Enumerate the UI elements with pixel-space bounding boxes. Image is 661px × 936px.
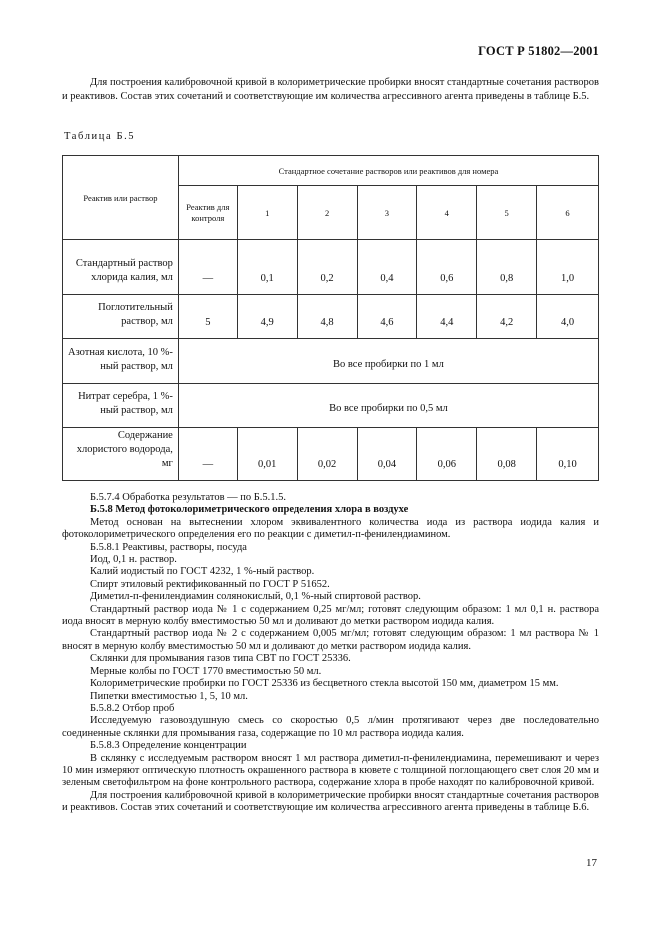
paragraph: Б.5.7.4 Обработка результатов — по Б.5.1.5. xyxy=(90,492,287,503)
paragraph: Спирт этиловый ректификованный по ГОСТ Р 51652. xyxy=(90,578,330,590)
paragraph: Стандартный раствор иода № 2 с содержанием 0,005 мг/мл; готовят следующим образом: 1 мл раствора № 1 вносят в мерную колбу вместимостью 50 мл и доливают до метки раствором иодида калия. xyxy=(62,628,599,652)
reagent-table xyxy=(62,155,599,481)
table-cell: 0,04 xyxy=(357,428,417,481)
table-cell: 1,0 xyxy=(537,240,599,295)
header-control: Реактив для контроля xyxy=(178,186,237,240)
paragraph: Калий иодистый по ГОСТ 4232, 1 %-ный раствор. xyxy=(90,566,315,578)
header-number: 4 xyxy=(417,186,477,240)
intro-paragraph: Для построения калибровочной кривой в колориметрические пробирки вносят стандартные сочетания растворов и реактивов. Состав этих сочетаний и соответствующие им количества агрессивного агента приведены в таблице Б.5. xyxy=(62,77,599,103)
table-row xyxy=(63,428,599,481)
section-heading: Б.5.8 Метод фотоколориметрического определения хлора в воздухе xyxy=(90,504,409,516)
table-cell: 4,9 xyxy=(237,295,297,339)
header-number: 5 xyxy=(477,186,537,240)
table-cell: 0,2 xyxy=(297,240,357,295)
table-row xyxy=(63,240,599,295)
paragraph: Мерные колбы по ГОСТ 1770 вместимостью 50 мл. xyxy=(90,665,322,677)
header-number: 6 xyxy=(537,186,599,240)
table-cell: 4,0 xyxy=(537,295,599,339)
paragraph: Стандартный раствор иода № 1 с содержанием 0,25 мг/мл; готовят следующим образом: 1 мл 0,1 н. раствора иода вносят в мерную колбу вместимостью 50 мл и доливают до метки раствором иодида калия. xyxy=(62,603,599,628)
table-header-row xyxy=(63,156,599,186)
table-row xyxy=(63,295,599,339)
section-body xyxy=(62,492,599,815)
table-row xyxy=(63,384,599,428)
table-span-cell: Во все пробирки по 0,5 мл xyxy=(178,384,598,428)
paragraph: Колориметрические пробирки по ГОСТ 25336 из бесцветного стекла высотой 150 мм, диаметром 15 мм. xyxy=(90,678,559,690)
row-label: Стандартный раствор хлорида калия, мл xyxy=(63,240,179,295)
table-cell: 0,1 xyxy=(237,240,297,295)
page-number: 17 xyxy=(586,857,597,869)
table-cell: 0,02 xyxy=(297,428,357,481)
table-cell: 5 xyxy=(178,295,237,339)
table-cell: 4,6 xyxy=(357,295,417,339)
header-number: 3 xyxy=(357,186,417,240)
table-cell: 0,8 xyxy=(477,240,537,295)
paragraph: Склянки для промывания газов типа СВТ по ГОСТ 25336. xyxy=(90,653,351,665)
header-number: 1 xyxy=(237,186,297,240)
paragraph: Б.5.8.1 Реактивы, растворы, посуда xyxy=(90,541,247,553)
table-cell: 0,10 xyxy=(537,428,599,481)
table-row xyxy=(63,339,599,384)
table-cell: 0,4 xyxy=(357,240,417,295)
paragraph: Метод основан на вытеснении хлором эквивалентного количества иода из раствора иодида калия и фотоколориметрического определения его по реакции с диметил-п-фенилендиамином. xyxy=(62,516,599,541)
paragraph: Пипетки вместимостью 1, 5, 10 мл. xyxy=(90,690,248,702)
paragraph: Иод, 0,1 н. раствор. xyxy=(90,554,177,566)
table-cell: — xyxy=(178,428,237,481)
header-number: 2 xyxy=(297,186,357,240)
table-cell: 0,01 xyxy=(237,428,297,481)
paragraph: Б.5.8.2 Отбор проб xyxy=(90,702,175,714)
table-cell: 4,4 xyxy=(417,295,477,339)
table-cell: 0,08 xyxy=(477,428,537,481)
paragraph: В склянку с исследуемым раствором вносят 1 мл раствора диметил-п-фенилендиамина, перемешивают и через 10 мин измеряют оптическую плотность окрашенного раствора в кювете с толщиной поглощающего свет слоя 20 мм и зеленым светофильтром на фоне контрольного раствора, содержание хлора в пробе находят по калибровочной кривой. xyxy=(62,752,599,789)
row-label: Нитрат серебра, 1 %-ный раствор, мл xyxy=(63,384,179,428)
table-caption: Таблица Б.5 xyxy=(64,131,136,142)
paragraph: Для построения калибровочной кривой в колориметрические пробирки вносят стандартные сочетания растворов и реактивов. Состав этих сочетаний и соответствующие им количества агрессивного агента приведены в таблице Б.6. xyxy=(62,789,599,814)
table-cell: 0,6 xyxy=(417,240,477,295)
header-combinations: Стандартное сочетание растворов или реактивов для номера xyxy=(178,156,598,186)
paragraph: Б.5.8.3 Определение концентрации xyxy=(90,740,247,752)
document-header: ГОСТ Р 51802—2001 xyxy=(478,44,599,58)
table-cell: 4,8 xyxy=(297,295,357,339)
table-cell: 0,06 xyxy=(417,428,477,481)
paragraph: Диметил-п-фенилендиамин солянокислый, 0,1 %-ный спиртовой раствор. xyxy=(90,591,421,603)
table-cell: 4,2 xyxy=(477,295,537,339)
header-reagent: Реактив или раствор xyxy=(63,156,179,240)
table-cell: — xyxy=(178,240,237,295)
paragraph: Исследуемую газовоздушную смесь со скоростью 0,5 л/мин протягивают через две последовательно соединенные склянки для промывания газа, содержащие по 10 мл раствора иодида калия. xyxy=(62,715,599,739)
row-label: Азотная кислота, 10 %-ный раствор, мл xyxy=(63,339,179,384)
row-label: Содержание хлористого водорода, мг xyxy=(63,428,179,481)
row-label: Поглотительный раствор, мл xyxy=(63,295,179,339)
table-span-cell: Во все пробирки по 1 мл xyxy=(178,339,598,384)
